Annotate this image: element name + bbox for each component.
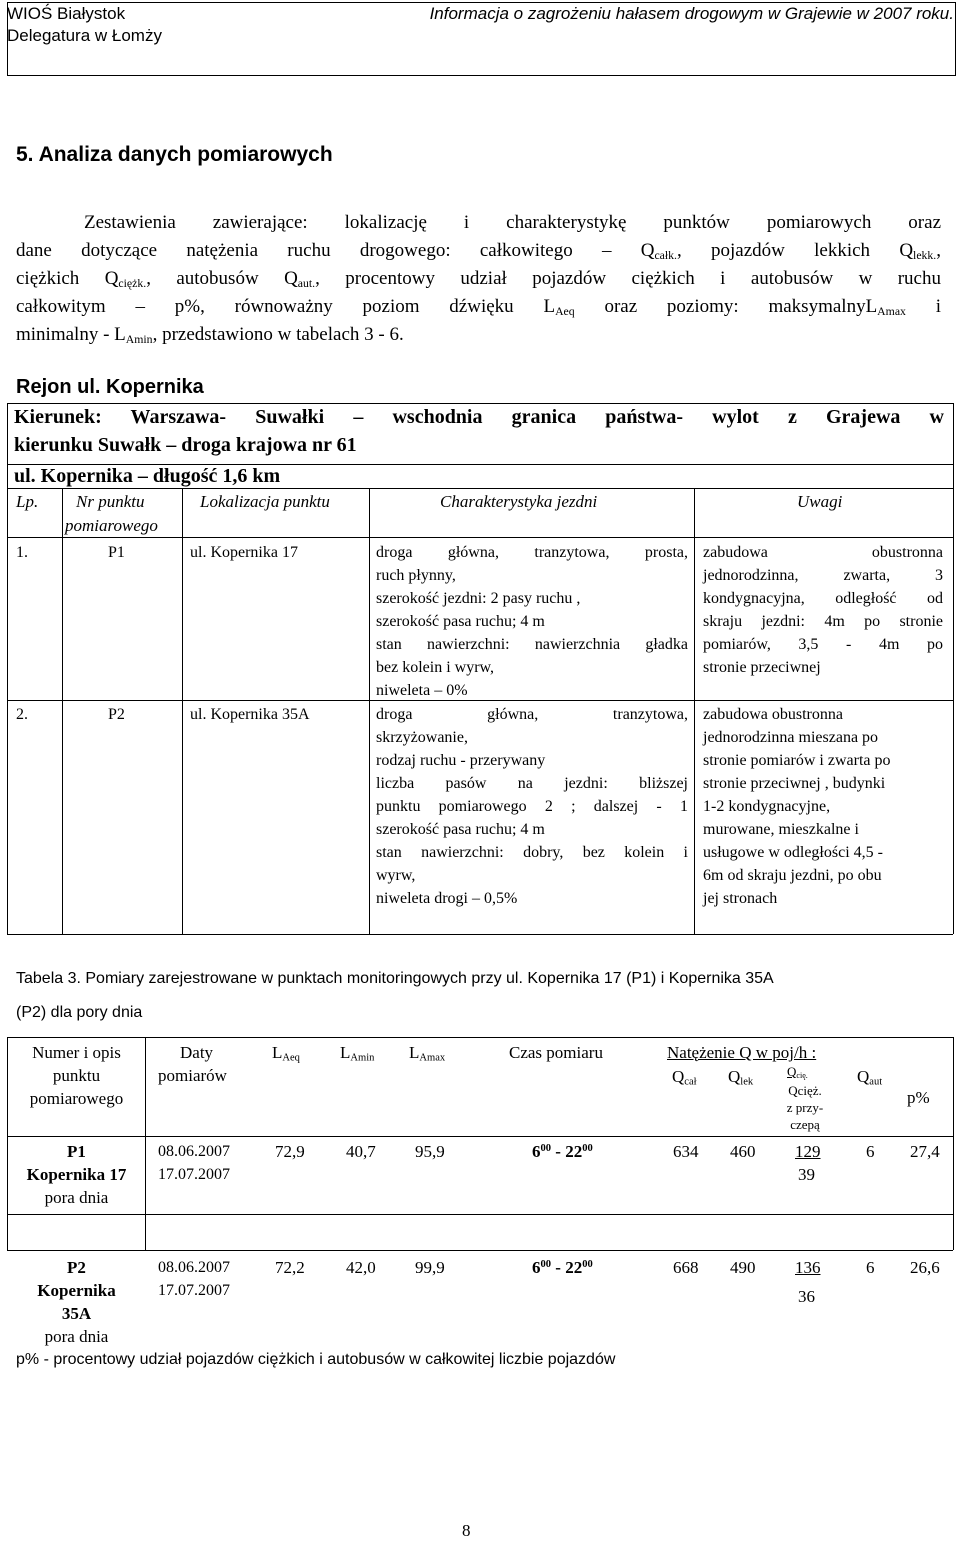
table3-caption-2: (P2) dla pory dnia bbox=[16, 1004, 143, 1021]
page-number: 8 bbox=[462, 1521, 471, 1540]
header-doc-title: Informacja o zagrożeniu hałasem drogowym w Grajewie w 2007 roku. bbox=[429, 4, 954, 23]
header-org: WIOŚ Białystok bbox=[7, 4, 126, 23]
section-title: 5. Analiza danych pomiarowych bbox=[16, 143, 333, 166]
col-header-lp: Lp. bbox=[16, 492, 39, 511]
t2-header-laeq: $L_{Aeq}$ bbox=[272, 1043, 300, 1064]
t2-row2-opis: P2 Kopernika 35A pora dnia bbox=[37, 1258, 116, 1346]
t2-row2-laeq: 72,2 bbox=[275, 1258, 305, 1277]
col-header-lokalizacja: Lokalizacja punktu bbox=[200, 492, 330, 511]
t2-row2-lamax: 99,9 bbox=[415, 1258, 445, 1277]
intro-line-1: Zestawienia zawierające: lokalizację i charakterystykę punktów pomiarowych oraz bbox=[84, 212, 941, 233]
t2-header-p: p% bbox=[907, 1088, 930, 1107]
t2-row1-p: 27,4 bbox=[910, 1142, 940, 1161]
t2-row1-daty: 08.06.2007 17.07.2007 bbox=[158, 1143, 230, 1183]
row1-nr: P1 bbox=[108, 544, 125, 561]
col-header-nr: Nr punktu bbox=[76, 492, 145, 511]
direction-line-1: Kierunek: Warszawa- Suwałki – wschodnia granica państwa- wylot z Grajewa w bbox=[14, 406, 944, 428]
t2-row1-qaut: 6 bbox=[866, 1142, 875, 1161]
row1-lokalizacja: ul. Kopernika 17 bbox=[190, 544, 298, 561]
header-delegation: Delegatura w Łomży bbox=[7, 26, 162, 45]
intro-line-3: ciężkich $Q_{ciężk.}$, autobusów $Q_{aut.}$, procentowy udział pojazdów ciężkich i autobusów w ruchu bbox=[16, 268, 941, 290]
t2-header-lamax: $L_{Amax}$ bbox=[409, 1043, 446, 1064]
t2-row2-qcal: 668 bbox=[673, 1258, 699, 1277]
direction-line-2: kierunku Suwałk – droga krajowa nr 61 bbox=[14, 434, 357, 456]
t2-row1-qcie-przyczepa: 39 bbox=[798, 1165, 815, 1184]
row2-nr: P2 bbox=[108, 706, 125, 723]
t2-row2-lamin: 42,0 bbox=[346, 1258, 376, 1277]
direction-line-3: ul. Kopernika – długość 1,6 km bbox=[14, 465, 281, 487]
t2-row2-qcie: 136 bbox=[795, 1258, 821, 1277]
t2-row1-qcie: 129 bbox=[795, 1142, 821, 1161]
col-header-charakterystyka: Charakterystyka jezdni bbox=[440, 492, 598, 511]
intro-line-5: minimalny - $L_{Amin}$, przedstawiono w tabelach 3 - 6. bbox=[16, 324, 404, 346]
t2-header-qcie: $Q_{cię.}$ bbox=[787, 1064, 808, 1080]
row1-uwagi: zabudowa obustronna jednorodzinna, zwarta, 3 kondygnacyjna, odległość od skraju jezdni: 4m po stronie pomiarów, 3,5 - 4m po stronie przeciwnej bbox=[703, 544, 943, 676]
t2-row2-czas: $6^{00} - 22^{00}$ bbox=[532, 1258, 593, 1277]
row2-charakterystyka: droga główna, tranzytowa, skrzyżowanie, rodzaj ruchu - przerywany liczba pasów na jezdni: bliższej punktu pomiarowego 2 ; dalszej - 1 szerokość pasa ruchu; 4 m stan nawierzchni: dobry, bez kolein i wyrw, niweleta drogi – 0,5% bbox=[376, 706, 688, 907]
table3-caption: Tabela 3. Pomiary zarejestrowane w punktach monitoringowych przy ul. Kopernika 17 (P1) i Kopernika 35A bbox=[16, 970, 774, 987]
row1-charakterystyka: droga główna, tranzytowa, prosta, ruch płynny, szerokość jezdni: 2 pasy ruchu , szerokość pasa ruchu; 4 m stan nawierzchni: nawierzchnia gładka bez kolein i wyrw, niweleta – 0% bbox=[376, 544, 688, 699]
t2-header-daty: Daty pomiarów bbox=[158, 1043, 227, 1085]
t2-header-lamin: $L_{Amin}$ bbox=[340, 1043, 375, 1064]
row1-lp: 1. bbox=[16, 544, 28, 561]
t2-row1-qcal: 634 bbox=[673, 1142, 699, 1161]
t2-row2-qcie-przyczepa: 36 bbox=[798, 1287, 815, 1306]
t2-row2-daty: 08.06.2007 17.07.2007 bbox=[158, 1259, 230, 1299]
t2-row1-laeq: 72,9 bbox=[275, 1142, 305, 1161]
footnote: p% - procentowy udział pojazdów ciężkich i autobusów w całkowitej liczbie pojazdów bbox=[16, 1351, 616, 1368]
t2-header-qaut: $Q_{aut}$ bbox=[857, 1067, 883, 1088]
row2-lp: 2. bbox=[16, 706, 28, 723]
col-header-nr-2: pomiarowego bbox=[65, 516, 158, 535]
t2-row1-lamax: 95,9 bbox=[415, 1142, 445, 1161]
t2-header-natezenie: Natężenie Q w poj/h : bbox=[667, 1043, 817, 1062]
t2-row2-p: 26,6 bbox=[910, 1258, 940, 1277]
t2-row1-lamin: 40,7 bbox=[346, 1142, 376, 1161]
t2-row1-opis: P1 Kopernika 17 pora dnia bbox=[26, 1142, 127, 1207]
row2-uwagi: zabudowa obustronna jednorodzinna mieszana po stronie pomiarów i zwarta po stronie przeciwnej , budynki 1-2 kondygnacyjne, murowane, mieszkalne i usługowe w odległości 4,5 - 6m od skraju jezdni, po obu jej stronach bbox=[703, 706, 891, 907]
row2-lokalizacja: ul. Kopernika 35A bbox=[190, 706, 310, 723]
t2-row2-qlek: 490 bbox=[730, 1258, 756, 1277]
t2-header-qcal: $Q_{cał}$ bbox=[672, 1067, 697, 1088]
t2-header-opis: Numer i opis punktu pomiarowego bbox=[29, 1043, 124, 1108]
t2-header-czas: Czas pomiaru bbox=[509, 1043, 603, 1062]
t2-row1-qlek: 460 bbox=[730, 1142, 756, 1161]
col-header-uwagi: Uwagi bbox=[797, 492, 843, 511]
t2-header-qcie-przyczepa: Qcięż. z przy- czepą bbox=[786, 1083, 824, 1132]
t2-row2-qaut: 6 bbox=[866, 1258, 875, 1277]
intro-line-4: całkowitym – p%, równoważny poziom dźwięku $L_{Aeq}$ oraz poziomy: maksymalnyL$_{Amax}$ i bbox=[16, 296, 941, 318]
rejon-heading: Rejon ul. Kopernika bbox=[16, 376, 204, 398]
t2-header-qlek: $Q_{lek}$ bbox=[728, 1067, 754, 1088]
intro-line-2: dane dotyczące natężenia ruchu drogowego: całkowitego – $Q_{całk.}$, pojazdów lekkich $Q_{lekk.}$, bbox=[16, 240, 941, 262]
t2-row1-czas: $6^{00} - 22^{00}$ bbox=[532, 1142, 593, 1161]
